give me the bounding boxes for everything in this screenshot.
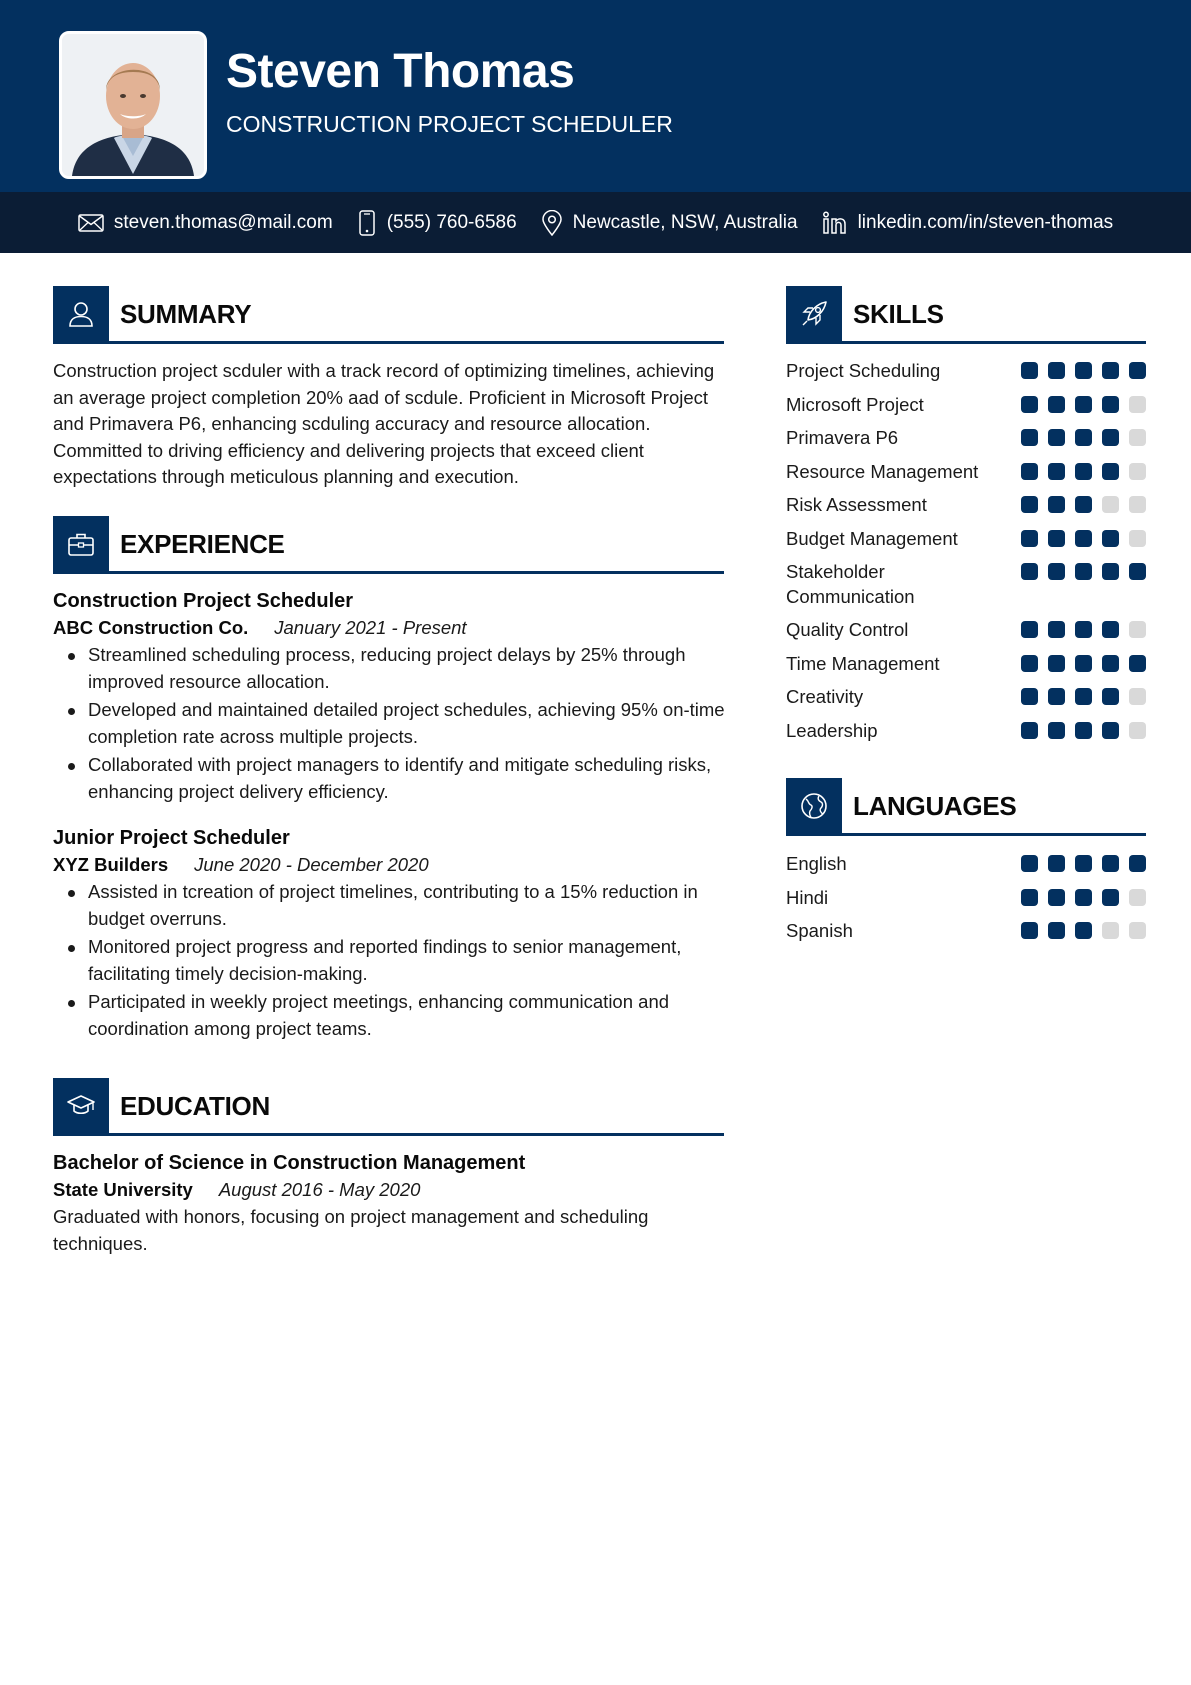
- list-item: Developed and maintained detailed project schedules, achieving 95% on-time completion rate across multiple projects.: [53, 697, 733, 750]
- rating-dot-filled: [1021, 655, 1038, 672]
- summary-divider: [53, 341, 724, 344]
- list-item: Collaborated with project managers to identify and mitigate scheduling risks, enhancing project delivery efficiency.: [53, 752, 733, 805]
- skill-name: Microsoft Project: [786, 393, 924, 415]
- rating-dot-empty: [1102, 922, 1119, 939]
- skill-name: Creativity: [786, 686, 864, 707]
- education-description: Graduated with honors, focusing on project management and scheduling techniques.: [53, 1206, 649, 1254]
- job-1-meta: [53, 617, 467, 639]
- globe-icon: [799, 791, 829, 821]
- job-2-meta: [53, 854, 429, 876]
- rating-dot-filled: [1075, 463, 1092, 480]
- contact-linkedin-text: linkedin.com/in/steven-thomas: [857, 211, 1114, 233]
- rating-dot-filled: [1021, 722, 1038, 739]
- languages-divider: [786, 833, 1146, 836]
- user-icon: [66, 299, 96, 329]
- language-row: [786, 919, 1146, 944]
- job-1-title: Construction Project Scheduler: [53, 590, 354, 612]
- skill-row: [786, 493, 1146, 518]
- language-name: Spanish: [786, 920, 853, 941]
- rating-dot-filled: [1048, 530, 1065, 547]
- rating-dot-filled: [1048, 722, 1065, 739]
- rating-dot-filled: [1102, 621, 1119, 638]
- rating-dot-empty: [1129, 722, 1146, 739]
- skill-row: [786, 426, 1146, 451]
- rating-dot-filled: [1021, 496, 1038, 513]
- rating-dot-filled: [1102, 530, 1119, 547]
- rating-dot-filled: [1048, 655, 1065, 672]
- job-1-dates: January 2021 - Present: [274, 617, 467, 638]
- education-dates: August 2016 - May 2020: [218, 1179, 421, 1200]
- job-2-dates: June 2020 - December 2020: [194, 854, 429, 875]
- rating-dot-empty: [1129, 496, 1146, 513]
- list-item: Streamlined scheduling process, reducing project delays by 25% through improved resource allocation.: [53, 642, 733, 695]
- rating-dot-filled: [1075, 889, 1092, 906]
- rocket-icon: [799, 299, 829, 329]
- list-item: Assisted in tcreation of project timelines, contributing to a 15% reduction in budget overruns.: [53, 879, 733, 932]
- rating-dot-filled: [1048, 396, 1065, 413]
- job-2-title: Junior Project Scheduler: [53, 827, 290, 849]
- rating-dot-empty: [1129, 922, 1146, 939]
- linkedin-icon: [822, 211, 848, 235]
- summary-text: Construction project scduler with a track record of optimizing timelines, achieving an average project completion 20% aad of scdule. Proficient in Microsoft Project and Primavera P6, enhancing scduling accuracy and resource allocation. Committed to driving efficiency and delivering projects that exceed client expectations through meticulous planning and execution.: [53, 360, 715, 487]
- rating-dot-filled: [1048, 362, 1065, 379]
- rating-dot-filled: [1021, 563, 1038, 580]
- skill-rating-dots: [1021, 685, 1146, 705]
- skill-row: [786, 359, 1146, 384]
- languages-icon-box: [786, 778, 842, 834]
- rating-dot-filled: [1075, 621, 1092, 638]
- job-2-company: XYZ Builders: [53, 854, 169, 875]
- contact-phone-text: (555) 760-6586: [386, 211, 517, 233]
- rating-dot-filled: [1021, 688, 1038, 705]
- languages-list: [786, 852, 1146, 953]
- education-meta: [53, 1179, 420, 1201]
- list-item: Monitored project progress and reported findings to senior management, facilitating timely decision-making.: [53, 934, 733, 987]
- rating-dot-filled: [1021, 429, 1038, 446]
- rating-dot-filled: [1102, 362, 1119, 379]
- skills-list: [786, 359, 1146, 752]
- rating-dot-empty: [1102, 496, 1119, 513]
- rating-dot-filled: [1102, 463, 1119, 480]
- contact-location: [541, 210, 798, 236]
- skill-name: Leadership: [786, 719, 878, 741]
- rating-dot-filled: [1102, 889, 1119, 906]
- contact-phone[interactable]: [357, 210, 517, 236]
- rating-dot-filled: [1129, 855, 1146, 872]
- rating-dot-filled: [1048, 463, 1065, 480]
- education-section-header: [53, 1078, 724, 1134]
- rating-dot-filled: [1102, 688, 1119, 705]
- rating-dot-filled: [1102, 855, 1119, 872]
- rating-dot-filled: [1075, 655, 1092, 672]
- contact-email-text: steven.thomas@mail.com: [113, 211, 333, 233]
- skill-rating-dots: [1021, 359, 1146, 379]
- skill-rating-dots: [1021, 426, 1146, 446]
- language-rating-dots: [1021, 919, 1146, 939]
- rating-dot-filled: [1075, 688, 1092, 705]
- briefcase-icon: [66, 529, 96, 559]
- profile-photo: [59, 31, 207, 179]
- rating-dot-filled: [1129, 655, 1146, 672]
- rating-dot-filled: [1075, 722, 1092, 739]
- rating-dot-filled: [1102, 563, 1119, 580]
- rating-dot-filled: [1129, 362, 1146, 379]
- education-heading: EDUCATION: [120, 1091, 270, 1121]
- skills-section-header: [786, 286, 1146, 342]
- skill-rating-dots: [1021, 618, 1146, 638]
- skill-rating-dots: [1021, 527, 1146, 547]
- rating-dot-filled: [1048, 563, 1065, 580]
- language-row: [786, 886, 1146, 911]
- skill-name: Risk Assessment: [786, 494, 927, 515]
- skill-row: [786, 652, 1146, 677]
- skill-row: [786, 460, 1146, 485]
- rating-dot-filled: [1021, 396, 1038, 413]
- skill-name: Resource Management: [786, 460, 979, 482]
- skill-row: [786, 560, 1146, 609]
- rating-dot-filled: [1021, 922, 1038, 939]
- skill-name: Budget Management: [786, 527, 958, 549]
- language-row: [786, 852, 1146, 877]
- rating-dot-filled: [1075, 530, 1092, 547]
- contact-location-text: Newcastle, NSW, Australia: [572, 211, 798, 233]
- rating-dot-filled: [1048, 621, 1065, 638]
- language-rating-dots: [1021, 852, 1146, 872]
- language-name: Hindi: [786, 886, 829, 908]
- skill-row: [786, 618, 1146, 643]
- skill-rating-dots: [1021, 460, 1146, 480]
- skill-rating-dots: [1021, 393, 1146, 413]
- rating-dot-filled: [1021, 463, 1038, 480]
- skill-row: [786, 527, 1146, 552]
- skill-rating-dots: [1021, 652, 1146, 672]
- candidate-name: Steven Thomas: [226, 45, 575, 98]
- rating-dot-filled: [1102, 722, 1119, 739]
- contact-email[interactable]: [78, 212, 333, 234]
- skill-rating-dots: [1021, 493, 1146, 513]
- rating-dot-filled: [1102, 655, 1119, 672]
- summary-icon-box: [53, 286, 109, 342]
- envelope-icon: [78, 213, 104, 233]
- rating-dot-filled: [1075, 922, 1092, 939]
- job-1-company: ABC Construction Co.: [53, 617, 249, 638]
- skill-name: Stakeholder Communication: [786, 561, 915, 607]
- experience-heading: EXPERIENCE: [120, 529, 285, 559]
- skills-icon-box: [786, 286, 842, 342]
- rating-dot-filled: [1021, 362, 1038, 379]
- rating-dot-filled: [1048, 429, 1065, 446]
- summary-heading: SUMMARY: [120, 299, 252, 329]
- job-2-bullets: [53, 879, 733, 1044]
- header-banner: [0, 0, 1191, 192]
- rating-dot-empty: [1129, 889, 1146, 906]
- rating-dot-filled: [1075, 855, 1092, 872]
- skill-name: Time Management: [786, 652, 940, 674]
- skill-row: [786, 719, 1146, 744]
- education-divider: [53, 1133, 724, 1136]
- rating-dot-empty: [1129, 463, 1146, 480]
- rating-dot-filled: [1075, 563, 1092, 580]
- rating-dot-filled: [1021, 621, 1038, 638]
- skill-name: Project Scheduling: [786, 360, 941, 381]
- skills-divider: [786, 341, 1146, 344]
- education-degree: Bachelor of Science in Construction Management: [53, 1152, 526, 1174]
- rating-dot-filled: [1048, 889, 1065, 906]
- rating-dot-filled: [1048, 688, 1065, 705]
- rating-dot-filled: [1048, 496, 1065, 513]
- skill-rating-dots: [1021, 560, 1146, 580]
- rating-dot-filled: [1021, 889, 1038, 906]
- skill-name: Quality Control: [786, 619, 909, 640]
- rating-dot-empty: [1129, 530, 1146, 547]
- contact-bar: [0, 192, 1191, 253]
- graduation-cap-icon: [66, 1091, 96, 1121]
- contact-linkedin[interactable]: [822, 211, 1114, 235]
- profile-photo-image: [62, 34, 204, 176]
- education-school: State University: [53, 1179, 193, 1200]
- rating-dot-filled: [1102, 396, 1119, 413]
- phone-icon: [357, 210, 377, 236]
- skills-heading: SKILLS: [853, 299, 944, 329]
- languages-section-header: [786, 778, 1146, 834]
- skill-rating-dots: [1021, 719, 1146, 739]
- rating-dot-filled: [1021, 855, 1038, 872]
- language-name: English: [786, 853, 847, 874]
- rating-dot-filled: [1102, 429, 1119, 446]
- rating-dot-empty: [1129, 688, 1146, 705]
- candidate-title: CONSTRUCTION PROJECT SCHEDULER: [226, 111, 673, 137]
- list-item: Participated in weekly project meetings, enhancing communication and coordination among project teams.: [53, 989, 733, 1042]
- rating-dot-empty: [1129, 396, 1146, 413]
- education-icon-box: [53, 1078, 109, 1134]
- rating-dot-filled: [1048, 855, 1065, 872]
- experience-divider: [53, 571, 724, 574]
- skill-name: Primavera P6: [786, 427, 899, 448]
- rating-dot-filled: [1075, 362, 1092, 379]
- rating-dot-filled: [1075, 429, 1092, 446]
- rating-dot-filled: [1021, 530, 1038, 547]
- rating-dot-filled: [1129, 563, 1146, 580]
- skill-row: [786, 393, 1146, 418]
- experience-icon-box: [53, 516, 109, 572]
- rating-dot-filled: [1048, 922, 1065, 939]
- rating-dot-empty: [1129, 621, 1146, 638]
- skill-row: [786, 685, 1146, 710]
- rating-dot-filled: [1075, 496, 1092, 513]
- rating-dot-empty: [1129, 429, 1146, 446]
- job-1-bullets: [53, 642, 733, 807]
- experience-section-header: [53, 516, 724, 572]
- languages-heading: LANGUAGES: [853, 791, 1017, 821]
- map-pin-icon: [541, 210, 563, 236]
- language-rating-dots: [1021, 886, 1146, 906]
- summary-section-header: [53, 286, 724, 342]
- rating-dot-filled: [1075, 396, 1092, 413]
